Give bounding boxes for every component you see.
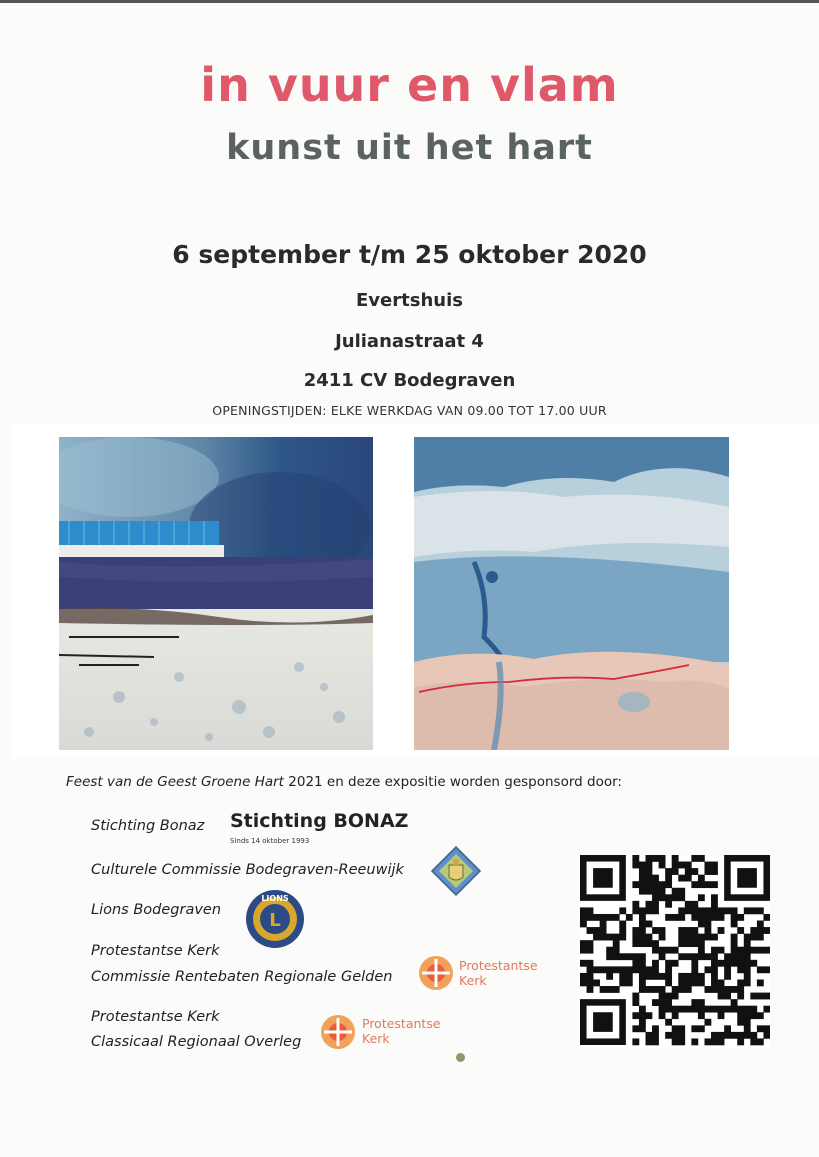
- opening-hours: OPENINGSTIJDEN: ELKE WERKDAG VAN 09.00 TOT 17.00 UUR: [212, 403, 607, 418]
- protestantse-kerk-logo-icon-2: [320, 1013, 356, 1051]
- lions-logo-icon: [244, 888, 306, 950]
- sponsor-intro-italic: Feest van de Geest Groene Hart: [66, 774, 284, 790]
- sponsor-intro: [66, 774, 622, 790]
- sponsor-pk2-line1: Protestantse Kerk: [91, 1009, 220, 1025]
- exhibition-subtitle: kunst uit het hart: [226, 128, 593, 168]
- qr-code[interactable]: [580, 855, 770, 1049]
- sponsor-intro-rest: 2021 en deze expositie worden gesponsord door:: [283, 774, 622, 790]
- venue-city: 2411 CV Bodegraven: [303, 370, 516, 391]
- sponsor-lions: Lions Bodegraven: [91, 902, 222, 918]
- sponsor-bonaz: Stichting Bonaz: [91, 818, 205, 834]
- artwork-image-left: [59, 437, 373, 750]
- pk-logo1-line2: Kerk: [459, 973, 487, 988]
- pk-logo1-line1: Protestantse: [459, 958, 538, 973]
- scan-top-edge: [0, 0, 819, 3]
- event-dates: 6 september t/m 25 oktober 2020: [172, 240, 647, 269]
- sponsor-culturele-commissie: Culturele Commissie Bodegraven-Reeuwijk: [91, 862, 404, 878]
- bonaz-logo-subtitle: Sinds 14 oktober 1993: [230, 837, 310, 845]
- small-seal-icon: [456, 1053, 465, 1062]
- protestantse-kerk-logo-icon: [418, 955, 454, 991]
- venue-name: Evertshuis: [356, 290, 463, 311]
- lions-logo-text: LIONS: [261, 894, 289, 903]
- svg-text:L: L: [269, 910, 281, 931]
- sponsor-pk1-line2: Commissie Rentebaten Regionale Gelden: [91, 969, 393, 985]
- artwork-image-right: [414, 437, 729, 750]
- bonaz-logo-title: Stichting BONAZ: [230, 810, 409, 832]
- sponsor-pk1-line1: Protestantse Kerk: [91, 943, 220, 959]
- pk-logo2-line2: Kerk: [362, 1031, 390, 1046]
- sponsor-pk2-line2: Classicaal Regionaal Overleg: [91, 1034, 302, 1050]
- pk-logo2-line1: Protestantse: [362, 1016, 441, 1031]
- crest-icon: [430, 845, 482, 897]
- exhibition-title: in vuur en vlam: [200, 58, 619, 112]
- venue-street: Julianastraat 4: [335, 331, 484, 352]
